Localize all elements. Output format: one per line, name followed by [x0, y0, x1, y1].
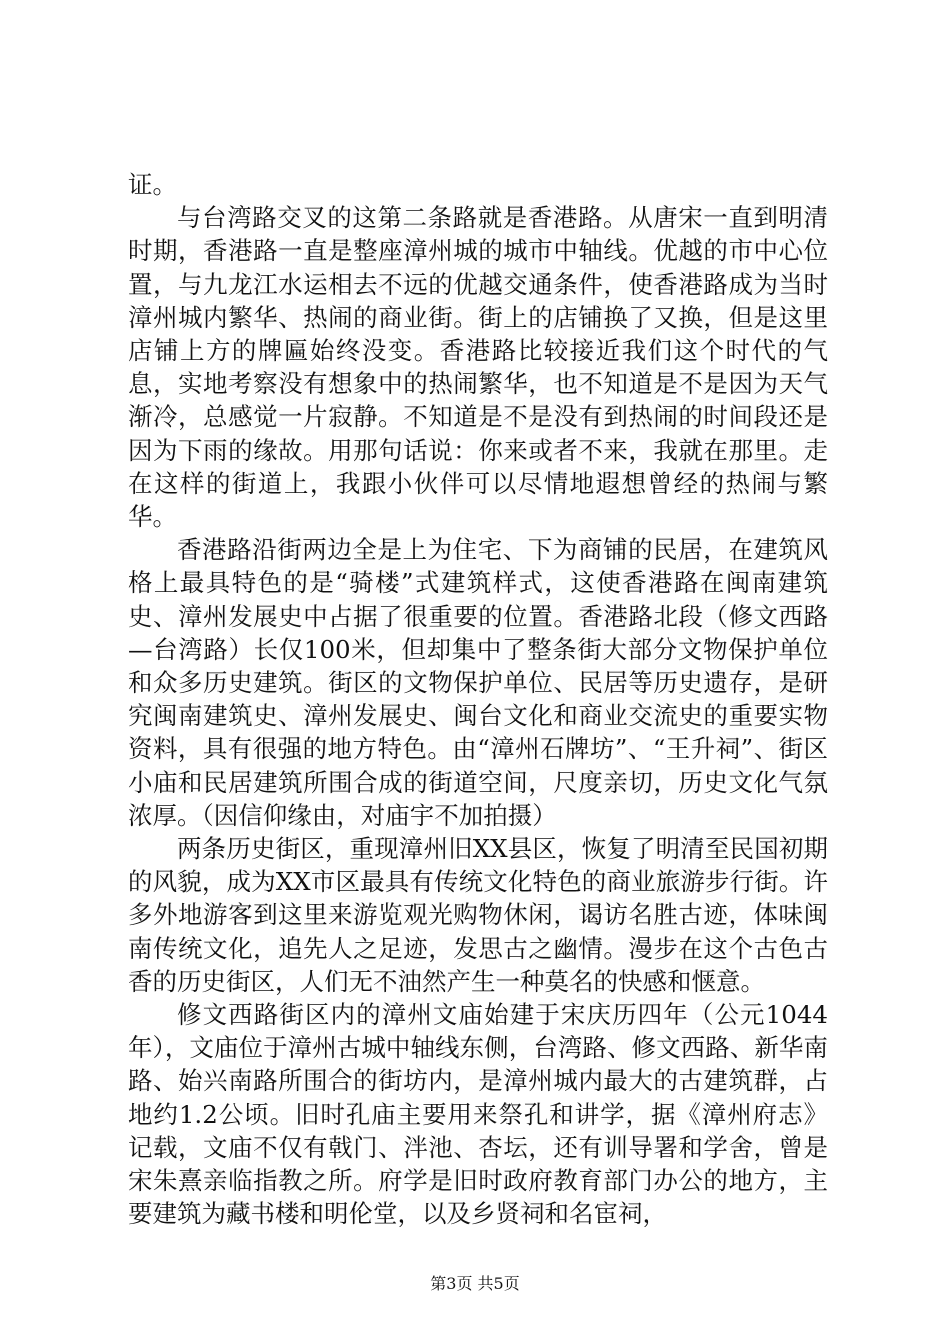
paragraph-confucian-temple: 修文西路街区内的漳州文庙始建于宋庆历四年（公元1044年），文庙位于漳州古城中轴线东侧，台湾路、修文西路、新华南路、始兴南路所围合的街坊内，是漳州城内最大的古建筑群，占地约1.2公顷。旧时孔庙主要用来祭孔和讲学，据《漳州府志》记载，文庙不仅有戟门、泮池、杏坛，还有训导署和学舍，曾是宋朱熹亲临指教之所。府学是旧时政府教育部门办公的地方，主要建筑为藏书楼和明伦堂，以及乡贤祠和名宦祠，: [128, 1000, 828, 1229]
paragraph-arcade-buildings: 香港路沿街两边全是上为住宅、下为商铺的民居，在建筑风格上最具特色的是“骑楼”式建筑样式，这使香港路在闽南建筑史、漳州发展史中占据了很重要的位置。香港路北段（修文西路—台湾路）长仅100米，但却集中了整条街大部分文物保护单位和众多历史建筑。街区的文物保护单位、民居等历史遗存，是研究闽南建筑史、漳州发展史、闽台文化和商业交流史的重要实物资料，具有很强的地方特色。由“漳州石牌坊”、“王升祠”、街区小庙和民居建筑所围合成的街道空间，尺度亲切，历史文化气氛浓厚。（因信仰缘由，对庙宇不加拍摄）: [128, 535, 828, 830]
paragraph-hongkong-road: 与台湾路交叉的这第二条路就是香港路。从唐宋一直到明清时期，香港路一直是整座漳州城的城市中轴线。优越的市中心位置，与九龙江水运相去不远的优越交通条件，使香港路成为当时漳州城内繁华、热闹的商业街。街上的店铺换了又换，但是这里店铺上方的牌匾始终没变。香港路比较接近我们这个时代的气息，实地考察没有想象中的热闹繁华，也不知道是不是因为天气渐冷，总感觉一片寂静。不知道是不是没有到热闹的时间段还是因为下雨的缘故。用那句话说：你来或者不来，我就在那里。走在这样的街道上，我跟小伙伴可以尽情地遐想曾经的热闹与繁华。: [128, 203, 828, 532]
page-footer: 第3页 共5页: [430, 1274, 520, 1293]
body-text: [128, 168, 828, 1231]
paragraph-continuation: 证。: [128, 170, 177, 199]
paragraph-historic-district: 两条历史街区，重现漳州旧XX县区，恢复了明清至民国初期的风貌，成为XX市区最具有传统文化特色的商业旅游步行街。许多外地游客到这里来游览观光购物休闲，谒访名胜古迹，体味闽南传统文化，追先人之足迹，发思古之幽情。漫步在这个古色古香的历史街区，人们无不油然产生一种莫名的快感和惬意。: [128, 834, 828, 996]
